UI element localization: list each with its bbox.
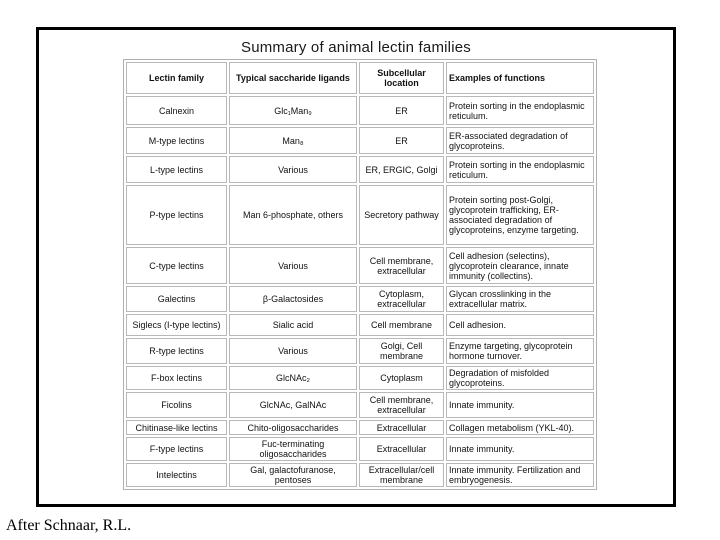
table-row <box>126 286 594 312</box>
function-cell: Cell adhesion. <box>446 314 594 336</box>
location-cell: Secretory pathway <box>359 185 444 245</box>
lectin-family-cell: Calnexin <box>126 96 227 125</box>
location-cell: Extracellular <box>359 420 444 435</box>
table-row <box>126 156 594 183</box>
lectin-family-cell: Intelectins <box>126 463 227 487</box>
header-saccharide-ligands: Typical saccharide ligands <box>229 62 357 94</box>
ligand-cell: Various <box>229 338 357 364</box>
ligand-cell: Man₈ <box>229 127 357 154</box>
table-row <box>126 127 594 154</box>
lectin-family-cell: Ficolins <box>126 392 227 418</box>
table-row <box>126 392 594 418</box>
lectin-family-cell: L-type lectins <box>126 156 227 183</box>
ligand-cell: Fuc-terminating oligosaccharides <box>229 437 357 461</box>
lectin-family-cell: R-type lectins <box>126 338 227 364</box>
function-cell: Protein sorting in the endoplasmic reticulum. <box>446 156 594 183</box>
lectin-family-cell: F-type lectins <box>126 437 227 461</box>
table-row <box>126 366 594 390</box>
lectin-family-cell: Siglecs (I-type lectins) <box>126 314 227 336</box>
function-cell: Cell adhesion (selectins), glycoprotein clearance, innate immunity (collectins). <box>446 247 594 284</box>
lectin-family-cell: C-type lectins <box>126 247 227 284</box>
header-subcellular-location: Subcellular location <box>359 62 444 94</box>
figure-title: Summary of animal lectin families <box>240 39 471 56</box>
table-row <box>126 185 594 245</box>
table-row <box>126 437 594 461</box>
table-row <box>126 420 594 435</box>
function-cell: Innate immunity. <box>446 437 594 461</box>
location-cell: ER <box>359 96 444 125</box>
location-cell: Cell membrane <box>359 314 444 336</box>
location-cell: Cytoplasm <box>359 366 444 390</box>
function-cell: Innate immunity. Fertilization and embryogenesis. <box>446 463 594 487</box>
lectin-families-table <box>123 59 597 490</box>
location-cell: Extracellular <box>359 437 444 461</box>
function-cell: Collagen metabolism (YKL-40). <box>446 420 594 435</box>
table-header-row <box>126 62 594 94</box>
ligand-cell: Various <box>229 247 357 284</box>
function-cell: Enzyme targeting, glycoprotein hormone turnover. <box>446 338 594 364</box>
location-cell: Extracellular/cell membrane <box>359 463 444 487</box>
location-cell: Cell membrane, extracellular <box>359 247 444 284</box>
function-cell: Innate immunity. <box>446 392 594 418</box>
function-cell: Glycan crosslinking in the extracellular matrix. <box>446 286 594 312</box>
lectin-family-cell: Galectins <box>126 286 227 312</box>
function-cell: Protein sorting post-Golgi, glycoprotein trafficking, ER-associated degradation of glycoproteins, enzyme targeting. <box>446 185 594 245</box>
lectin-family-cell: M-type lectins <box>126 127 227 154</box>
table-row <box>126 247 594 284</box>
ligand-cell: Glc₁Man₉ <box>229 96 357 125</box>
location-cell: Golgi, Cell membrane <box>359 338 444 364</box>
table-row <box>126 463 594 487</box>
location-cell: Cytoplasm, extracellular <box>359 286 444 312</box>
slide-figure-frame <box>36 27 676 507</box>
ligand-cell: Gal, galactofuranose, pentoses <box>229 463 357 487</box>
table-row <box>126 338 594 364</box>
header-functions: Examples of functions <box>446 62 594 94</box>
lectin-family-cell: F-box lectins <box>126 366 227 390</box>
location-cell: ER <box>359 127 444 154</box>
function-cell: Protein sorting in the endoplasmic reticulum. <box>446 96 594 125</box>
table-row <box>126 314 594 336</box>
ligand-cell: β-Galactosides <box>229 286 357 312</box>
location-cell: ER, ERGIC, Golgi <box>359 156 444 183</box>
ligand-cell: Sialic acid <box>229 314 357 336</box>
function-cell: Degradation of misfolded glycoproteins. <box>446 366 594 390</box>
lectin-family-cell: P-type lectins <box>126 185 227 245</box>
lectin-family-cell: Chitinase-like lectins <box>126 420 227 435</box>
ligand-cell: Man 6-phosphate, others <box>229 185 357 245</box>
header-lectin-family: Lectin family <box>126 62 227 94</box>
function-cell: ER-associated degradation of glycoproteins. <box>446 127 594 154</box>
ligand-cell: GlcNAc, GalNAc <box>229 392 357 418</box>
ligand-cell: Various <box>229 156 357 183</box>
ligand-cell: Chito-oligosaccharides <box>229 420 357 435</box>
table-row <box>126 96 594 125</box>
ligand-cell: GlcNAc₂ <box>229 366 357 390</box>
location-cell: Cell membrane, extracellular <box>359 392 444 418</box>
source-caption: After Schnaar, R.L. <box>6 517 132 534</box>
